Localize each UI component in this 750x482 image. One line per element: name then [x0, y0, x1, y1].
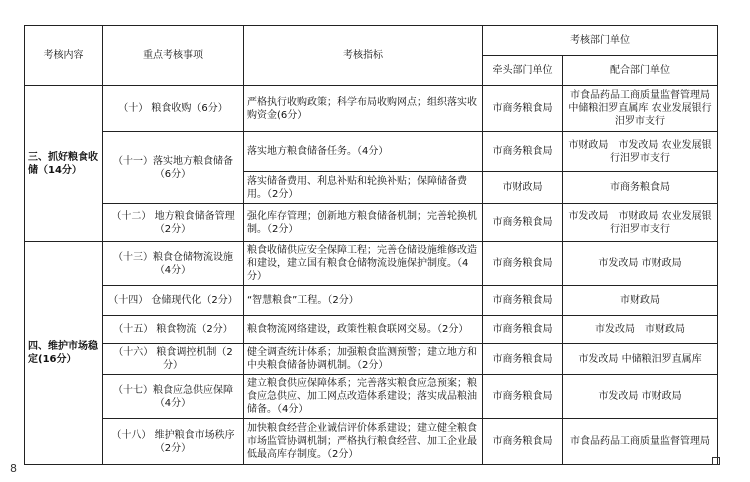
s4-item-16: （十六） 粮食调控机制（2分）: [103, 344, 244, 375]
s4-indicator-14: “智慧粮食”工程。（2分）: [244, 286, 483, 316]
s4-indicator-16: 健全调查统计体系；加强粮食监测预警；建立地方和中央粮食储备协调机制。（2分）: [244, 344, 483, 375]
s4-indicator-17: 建立粮食供应保障体系；完善落实粮食应急预案；粮食应急供应、加工网点改造体系建设；落实成品粮油储备。（4分）: [244, 375, 483, 419]
corner-marker: [712, 457, 720, 465]
s4-coop-18: 市食品药品工商质量监督管理局: [563, 419, 718, 465]
s4-item-13: （十三）粮食仓储物流设施（4分）: [103, 242, 244, 286]
s4-indicator-15: 粮食物流网络建设，政策性粮食联网交易。（2分）: [244, 316, 483, 344]
section4-title: 四、维护市场稳定(16分）: [25, 242, 103, 465]
s4-lead-14: 市商务粮食局: [483, 286, 563, 316]
s4-coop-16: 市发改局 中储粮汨罗直属库: [563, 344, 718, 375]
s3-coop-10: 市食品药品工商质量监督管理局 中储粮汨罗直属库 农业发展银行汨罗市支行: [563, 86, 718, 132]
s4-coop-17: 市发改局 市财政局: [563, 375, 718, 419]
s4-lead-17: 市商务粮食局: [483, 375, 563, 419]
s3-indicator-11b: 落实储备费用、利息补贴和轮换补贴；保障储备费用。（2分）: [244, 172, 483, 204]
s3-coop-11b: 市商务粮食局: [563, 172, 718, 204]
s4-indicator-18: 加快粮食经营企业诚信评价体系建设；建立健全粮食市场监管协调机制；严格执行粮食经营、加工企业最低最高库存制度。（2分）: [244, 419, 483, 465]
s4-lead-16: 市商务粮食局: [483, 344, 563, 375]
header-indicator: 考核指标: [244, 26, 483, 86]
s4-coop-15: 市发改局 市财政局: [563, 316, 718, 344]
s4-coop-13: 市发改局 市财政局: [563, 242, 718, 286]
s4-item-18: （十八） 维护粮食市场秩序（2分）: [103, 419, 244, 465]
section3-title: 三、抓好粮食收储（14分）: [25, 86, 103, 242]
s3-item-10: （十） 粮食收购（6分）: [103, 86, 244, 132]
header-lead: 牵头部门单位: [483, 56, 563, 86]
s4-item-14: （十四） 仓储现代化（2分）: [103, 286, 244, 316]
s3-indicator-10: 严格执行收购政策；科学布局收购网点；组织落实收购资金(6分）: [244, 86, 483, 132]
s4-lead-15: 市商务粮食局: [483, 316, 563, 344]
s3-coop-12: 市发改局 市财政局 农业发展银行汨罗市支行: [563, 204, 718, 242]
s4-lead-13: 市商务粮食局: [483, 242, 563, 286]
s4-indicator-13: 粮食收储供应安全保障工程；完善仓储设施维修改造和建设，建立国有粮食仓储物流设施保护制度。（4分）: [244, 242, 483, 286]
page-number: 8: [10, 462, 17, 475]
header-coop: 配合部门单位: [563, 56, 718, 86]
s4-coop-14: 市财政局: [563, 286, 718, 316]
s3-coop-11a: 市财政局 市发改局 农业发展银行汨罗市支行: [563, 132, 718, 172]
s3-lead-12: 市商务粮食局: [483, 204, 563, 242]
s3-indicator-11a: 落实地方粮食储备任务。（4分）: [244, 132, 483, 172]
s3-lead-11a: 市商务粮食局: [483, 132, 563, 172]
s3-lead-10: 市商务粮食局: [483, 86, 563, 132]
assessment-table: [24, 25, 718, 465]
s4-item-15: （十五） 粮食物流（2分）: [103, 316, 244, 344]
s3-item-12: （十二） 地方粮食储备管理（2分）: [103, 204, 244, 242]
s3-item-11: （十一）落实地方粮食储备（6分）: [103, 132, 244, 204]
header-dept: 考核部门单位: [483, 26, 718, 56]
header-content: 考核内容: [25, 26, 103, 86]
header-item: 重点考核事项: [103, 26, 244, 86]
s4-item-17: （十七）粮食应急供应保障（4分）: [103, 375, 244, 419]
s3-indicator-12: 强化库存管理；创新地方粮食储备机制；完善轮换机制。（2分）: [244, 204, 483, 242]
s4-lead-18: 市商务粮食局: [483, 419, 563, 465]
s3-lead-11b: 市财政局: [483, 172, 563, 204]
